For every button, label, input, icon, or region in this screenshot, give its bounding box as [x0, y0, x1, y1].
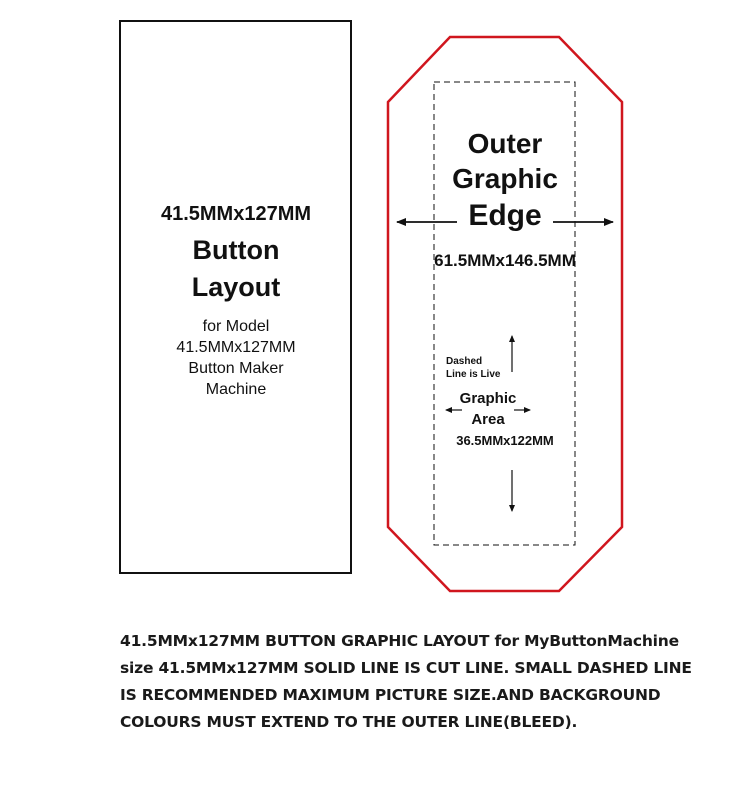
- outer-edge-line3: Edge: [468, 199, 542, 232]
- button-size-heading: 41.5MMx127MM: [160, 203, 312, 225]
- outer-edge-line2: Graphic: [452, 163, 558, 194]
- dashed-note-line2: Line is Live: [446, 369, 501, 380]
- instructions-line3: IS RECOMMENDED MAXIMUM PICTURE SIZE.AND BACKGROUND: [120, 686, 661, 704]
- dashed-note-line1: Dashed: [446, 356, 483, 367]
- button-desc-line3: Button Maker: [188, 360, 284, 377]
- outer-edge-line1: Outer: [467, 128, 543, 159]
- button-title-line1: Button: [192, 235, 280, 265]
- instructions-line4: COLOURS MUST EXTEND TO THE OUTER LINE(BLEED).: [120, 713, 578, 731]
- button-desc-line1: for Model: [202, 318, 270, 335]
- instructions-line1: 41.5MMx127MM BUTTON GRAPHIC LAYOUT for MyButtonMachine: [120, 632, 679, 650]
- button-desc-line2: 41.5MMx127MM: [176, 339, 296, 356]
- cut-line-outline: [388, 37, 622, 591]
- outer-edge-size: 61.5MMx146.5MM: [434, 251, 576, 270]
- button-title-line2: Layout: [191, 272, 281, 302]
- instructions-line2: size 41.5MMx127MM SOLID LINE IS CUT LINE. SMALL DASHED LINE: [120, 659, 692, 677]
- instructions-text: [120, 628, 720, 736]
- graphic-area-size: 36.5MMx122MM: [456, 433, 554, 448]
- graphic-area-line2: Area: [471, 411, 505, 428]
- button-desc-line4: Machine: [205, 381, 267, 398]
- graphic-area-line1: Graphic: [459, 390, 517, 407]
